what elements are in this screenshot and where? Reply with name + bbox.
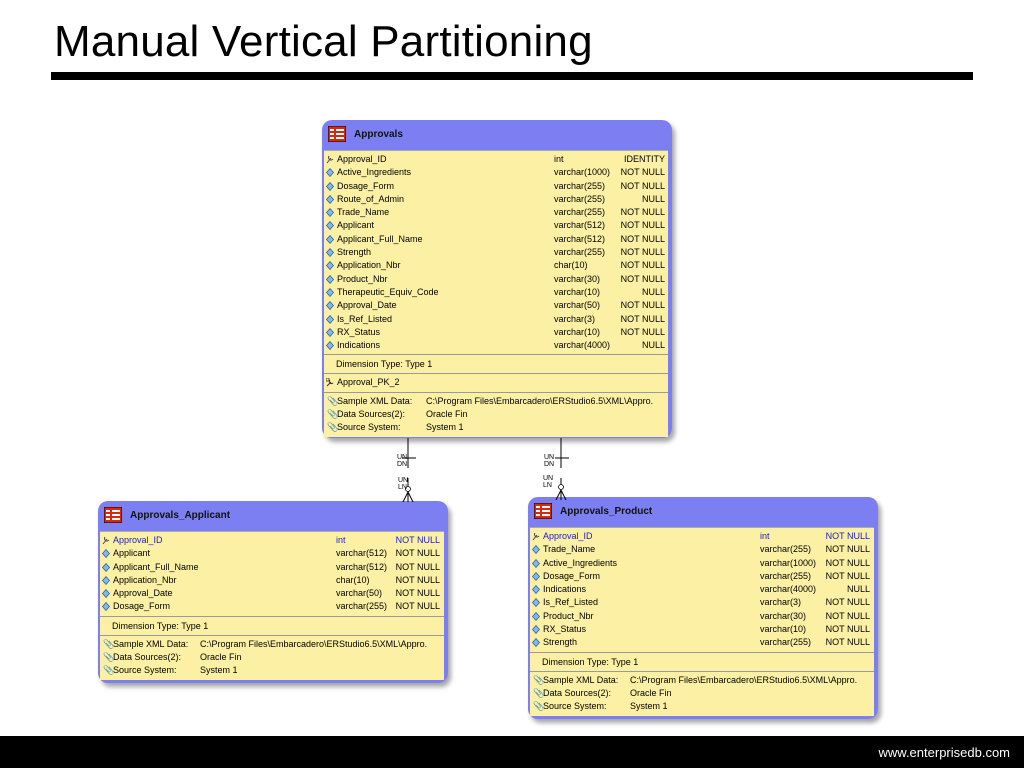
column-type: varchar(512) — [554, 233, 606, 244]
column-nullability: NOT NULL — [825, 610, 870, 621]
column-list — [100, 532, 444, 617]
column-row[interactable] — [530, 543, 874, 556]
dimension-section — [324, 355, 668, 374]
column-type: varchar(10) — [554, 286, 601, 297]
column-row[interactable] — [324, 193, 668, 206]
column-row[interactable] — [324, 286, 668, 299]
attribute-diamond-icon — [102, 563, 110, 572]
column-name: Approval_Date — [113, 588, 173, 599]
attachment-icon: 📎 — [533, 674, 545, 685]
column-nullability: NOT NULL — [395, 574, 440, 585]
column-nullability: NOT NULL — [620, 247, 665, 258]
column-nullability: NOT NULL — [620, 313, 665, 324]
column-nullability: NULL — [641, 286, 665, 297]
column-nullability: NOT NULL — [825, 624, 870, 635]
column-nullability: NOT NULL — [395, 535, 440, 545]
column-name: Applicant_Full_Name — [337, 233, 423, 244]
column-row[interactable] — [324, 206, 668, 219]
column-nullability: NOT NULL — [825, 597, 870, 608]
column-type: varchar(3) — [554, 313, 596, 324]
entity-header — [322, 120, 672, 150]
entity-body — [100, 531, 444, 680]
attribute-diamond-icon — [326, 182, 334, 191]
entity-header — [98, 501, 448, 531]
column-row[interactable] — [324, 273, 668, 286]
column-list — [530, 528, 874, 653]
column-type: varchar(1000) — [554, 167, 611, 178]
source-system-label: Source System: — [337, 422, 401, 433]
column-type: varchar(10) — [554, 326, 601, 337]
column-row[interactable] — [530, 557, 874, 570]
column-type: varchar(512) — [336, 548, 388, 559]
column-name: Dosage_Form — [113, 601, 171, 612]
dimension-type: Dimension Type: Type 1 — [336, 359, 433, 370]
data-sources-value: Oracle Fin — [426, 409, 468, 420]
column-type: varchar(255) — [554, 247, 606, 258]
column-type: varchar(3) — [760, 597, 802, 608]
column-name: Therapeutic_Equiv_Code — [337, 286, 439, 297]
column-nullability: NOT NULL — [395, 588, 440, 599]
column-row[interactable] — [100, 547, 444, 560]
column-name: Applicant_Full_Name — [113, 561, 199, 572]
column-name: Product_Nbr — [337, 273, 388, 284]
attribute-diamond-icon — [326, 341, 334, 350]
column-nullability: NULL — [846, 584, 870, 595]
column-type: varchar(10) — [760, 624, 807, 635]
column-nullability: NOT NULL — [825, 637, 870, 648]
attribute-diamond-icon — [326, 221, 334, 230]
attribute-diamond-icon — [326, 235, 334, 244]
column-name: Application_Nbr — [337, 260, 401, 271]
attribute-diamond-icon — [326, 301, 334, 310]
key-icon — [326, 378, 335, 387]
entity-header — [528, 497, 878, 527]
column-type: varchar(255) — [554, 207, 606, 218]
attachment-icon: 📎 — [533, 701, 545, 712]
column-list — [324, 151, 668, 355]
attribute-diamond-icon — [326, 168, 334, 177]
title-underline — [51, 72, 973, 80]
column-row[interactable] — [530, 623, 874, 636]
column-name: Is_Ref_Listed — [337, 313, 393, 324]
column-name: Dosage_Form — [337, 180, 395, 191]
column-row[interactable] — [324, 326, 668, 339]
source-system-value: System 1 — [630, 701, 668, 712]
footer-url[interactable]: www.enterprisedb.com — [878, 745, 1010, 760]
relationship-child-label: UN LN — [543, 475, 554, 489]
column-nullability: NOT NULL — [825, 531, 870, 541]
attribute-diamond-icon — [102, 589, 110, 598]
column-type: varchar(50) — [336, 588, 383, 599]
column-row[interactable] — [324, 313, 668, 326]
column-name: Is_Ref_Listed — [543, 597, 599, 608]
data-sources-value: Oracle Fin — [630, 687, 672, 698]
column-name: Applicant — [113, 548, 151, 559]
column-row[interactable] — [100, 600, 444, 613]
sample-xml-value: C:\Program Files\Embarcadero\ERStudio6.5\XML\Appro. — [630, 674, 858, 685]
sample-xml-value: C:\Program Files\Embarcadero\ERStudio6.5\XML\Appro. — [426, 395, 654, 406]
column-row[interactable] — [324, 259, 668, 272]
column-row[interactable] — [324, 219, 668, 232]
entity-name: Approvals — [354, 129, 403, 140]
column-row[interactable] — [324, 299, 668, 312]
column-row[interactable] — [530, 570, 874, 583]
dimension-type: Dimension Type: Type 1 — [542, 656, 639, 667]
foreign-key-icon — [532, 532, 540, 541]
column-nullability: NOT NULL — [620, 326, 665, 337]
column-row[interactable] — [530, 583, 874, 596]
column-row[interactable] — [100, 574, 444, 587]
column-name: Active_Ingredients — [543, 557, 618, 568]
relationship-connector-applicant[interactable] — [390, 438, 430, 503]
attachment-icon: 📎 — [103, 665, 115, 676]
column-type: varchar(512) — [336, 561, 388, 572]
column-nullability: NOT NULL — [620, 300, 665, 311]
column-row[interactable] — [100, 587, 444, 600]
column-row[interactable] — [530, 596, 874, 609]
attribute-diamond-icon — [326, 208, 334, 217]
attribute-diamond-icon — [532, 545, 540, 554]
sample-xml-label: Sample XML Data: — [113, 638, 189, 649]
attribute-diamond-icon — [326, 248, 334, 257]
source-system-value: System 1 — [200, 665, 238, 676]
column-type: varchar(4000) — [760, 584, 817, 595]
attribute-diamond-icon — [532, 612, 540, 621]
attribute-diamond-icon — [532, 638, 540, 647]
source-system-label: Source System: — [113, 665, 177, 676]
column-nullability: NOT NULL — [620, 233, 665, 244]
column-nullability: IDENTITY — [623, 154, 665, 164]
column-name: Strength — [543, 637, 578, 648]
column-name: RX_Status — [337, 326, 381, 337]
dimension-section — [530, 653, 874, 672]
attachment-icon: 📎 — [327, 409, 339, 420]
attachment-icon: 📎 — [327, 395, 339, 406]
column-name: Route_of_Admin — [337, 193, 405, 204]
column-name: Strength — [337, 247, 372, 258]
table-icon — [104, 507, 122, 523]
table-icon — [328, 126, 346, 142]
column-name: Approval_ID — [113, 535, 163, 545]
attribute-diamond-icon — [326, 315, 334, 324]
column-nullability: NOT NULL — [620, 167, 665, 178]
table-icon — [534, 503, 552, 519]
column-type: varchar(255) — [760, 637, 812, 648]
column-row[interactable] — [530, 530, 874, 543]
attribute-diamond-icon — [532, 572, 540, 581]
column-name: Approval_Date — [337, 300, 397, 311]
column-nullability: NULL — [641, 193, 665, 204]
column-name: Indications — [337, 340, 381, 351]
column-row[interactable] — [324, 180, 668, 193]
source-system-value: System 1 — [426, 422, 464, 433]
column-name: Approval_ID — [543, 531, 593, 541]
column-row[interactable] — [324, 166, 668, 179]
column-row[interactable] — [530, 636, 874, 649]
column-nullability: NOT NULL — [395, 548, 440, 559]
column-name: Dosage_Form — [543, 570, 601, 581]
column-name: Active_Ingredients — [337, 167, 412, 178]
column-type: varchar(1000) — [760, 557, 817, 568]
column-type: char(10) — [554, 260, 588, 271]
column-nullability: NOT NULL — [620, 220, 665, 231]
column-nullability: NOT NULL — [825, 570, 870, 581]
column-type: varchar(255) — [336, 601, 388, 612]
column-name: Application_Nbr — [113, 574, 177, 585]
attribute-diamond-icon — [532, 625, 540, 634]
relationship-parent-label: UN DN — [544, 454, 555, 468]
data-sources-value: Oracle Fin — [200, 652, 242, 663]
properties-section — [100, 636, 444, 680]
dimension-type: Dimension Type: Type 1 — [112, 620, 209, 631]
dimension-section — [100, 617, 444, 636]
relationship-parent-label: UN DN — [397, 454, 408, 468]
entity-name: Approvals_Applicant — [130, 510, 231, 521]
entity-approvals-product[interactable] — [528, 497, 878, 719]
properties-section — [324, 393, 668, 437]
attribute-diamond-icon — [532, 585, 540, 594]
column-type: varchar(30) — [760, 610, 807, 621]
column-row[interactable] — [530, 610, 874, 623]
column-type: char(10) — [336, 574, 370, 585]
attribute-diamond-icon — [326, 328, 334, 337]
source-system-label: Source System: — [543, 701, 607, 712]
column-name: Approval_ID — [337, 154, 387, 164]
column-row[interactable] — [324, 339, 668, 352]
relationship-connector-product[interactable] — [543, 438, 583, 500]
column-type: int — [336, 535, 346, 545]
data-sources-label: Data Sources(2): — [337, 409, 406, 420]
column-type: varchar(255) — [554, 180, 606, 191]
column-nullability: NOT NULL — [395, 601, 440, 612]
entity-body — [324, 150, 668, 437]
slide-title: Manual Vertical Partitioning — [54, 17, 593, 66]
column-nullability: NOT NULL — [620, 207, 665, 218]
column-nullability: NULL — [641, 340, 665, 351]
column-type: varchar(512) — [554, 220, 606, 231]
column-type: varchar(50) — [554, 300, 601, 311]
column-name: Trade_Name — [337, 207, 390, 218]
attribute-diamond-icon — [326, 195, 334, 204]
column-row[interactable] — [100, 534, 444, 547]
attribute-diamond-icon — [102, 549, 110, 558]
column-row[interactable] — [324, 233, 668, 246]
column-row[interactable] — [100, 561, 444, 574]
primary-key-name: Approval_PK_2 — [337, 377, 400, 388]
column-row[interactable] — [324, 246, 668, 259]
sample-xml-value: C:\Program Files\Embarcadero\ERStudio6.5\XML\Appro. — [200, 638, 428, 649]
entity-approvals[interactable] — [322, 120, 672, 438]
entity-name: Approvals_Product — [560, 506, 653, 517]
column-name: Applicant — [337, 220, 375, 231]
attachment-icon: 📎 — [533, 687, 545, 698]
attribute-diamond-icon — [326, 288, 334, 297]
column-nullability: NOT NULL — [620, 180, 665, 191]
attachment-icon: 📎 — [327, 422, 339, 433]
column-type: varchar(255) — [760, 544, 812, 555]
entity-body — [530, 527, 874, 716]
attribute-diamond-icon — [102, 602, 110, 611]
attribute-diamond-icon — [102, 576, 110, 585]
relationship-child-label: UN LN — [398, 477, 409, 491]
column-nullability: NOT NULL — [620, 260, 665, 271]
column-name: Product_Nbr — [543, 610, 594, 621]
column-nullability: NOT NULL — [825, 544, 870, 555]
column-nullability: NOT NULL — [620, 273, 665, 284]
attachment-icon: 📎 — [103, 638, 115, 649]
column-name: RX_Status — [543, 624, 587, 635]
entity-approvals-applicant[interactable] — [98, 501, 448, 683]
column-name: Trade_Name — [543, 544, 596, 555]
attribute-diamond-icon — [326, 261, 334, 270]
column-type: varchar(255) — [554, 193, 606, 204]
column-nullability: NOT NULL — [825, 557, 870, 568]
column-name: Indications — [543, 584, 587, 595]
attribute-diamond-icon — [326, 275, 334, 284]
column-nullability: NOT NULL — [395, 561, 440, 572]
footer-bar — [0, 736, 1024, 768]
column-type: int — [760, 531, 770, 541]
column-type: varchar(4000) — [554, 340, 611, 351]
properties-section — [530, 672, 874, 716]
sample-xml-label: Sample XML Data: — [543, 674, 619, 685]
foreign-key-icon — [102, 536, 110, 545]
data-sources-label: Data Sources(2): — [113, 652, 182, 663]
primary-key-icon — [326, 155, 334, 164]
column-type: varchar(255) — [760, 570, 812, 581]
attachment-icon: 📎 — [103, 652, 115, 663]
sample-xml-label: Sample XML Data: — [337, 395, 413, 406]
key-section — [324, 374, 668, 392]
data-sources-label: Data Sources(2): — [543, 687, 612, 698]
attribute-diamond-icon — [532, 598, 540, 607]
column-row[interactable] — [324, 153, 668, 166]
attribute-diamond-icon — [532, 559, 540, 568]
column-type: varchar(30) — [554, 273, 601, 284]
column-type: int — [554, 154, 564, 164]
